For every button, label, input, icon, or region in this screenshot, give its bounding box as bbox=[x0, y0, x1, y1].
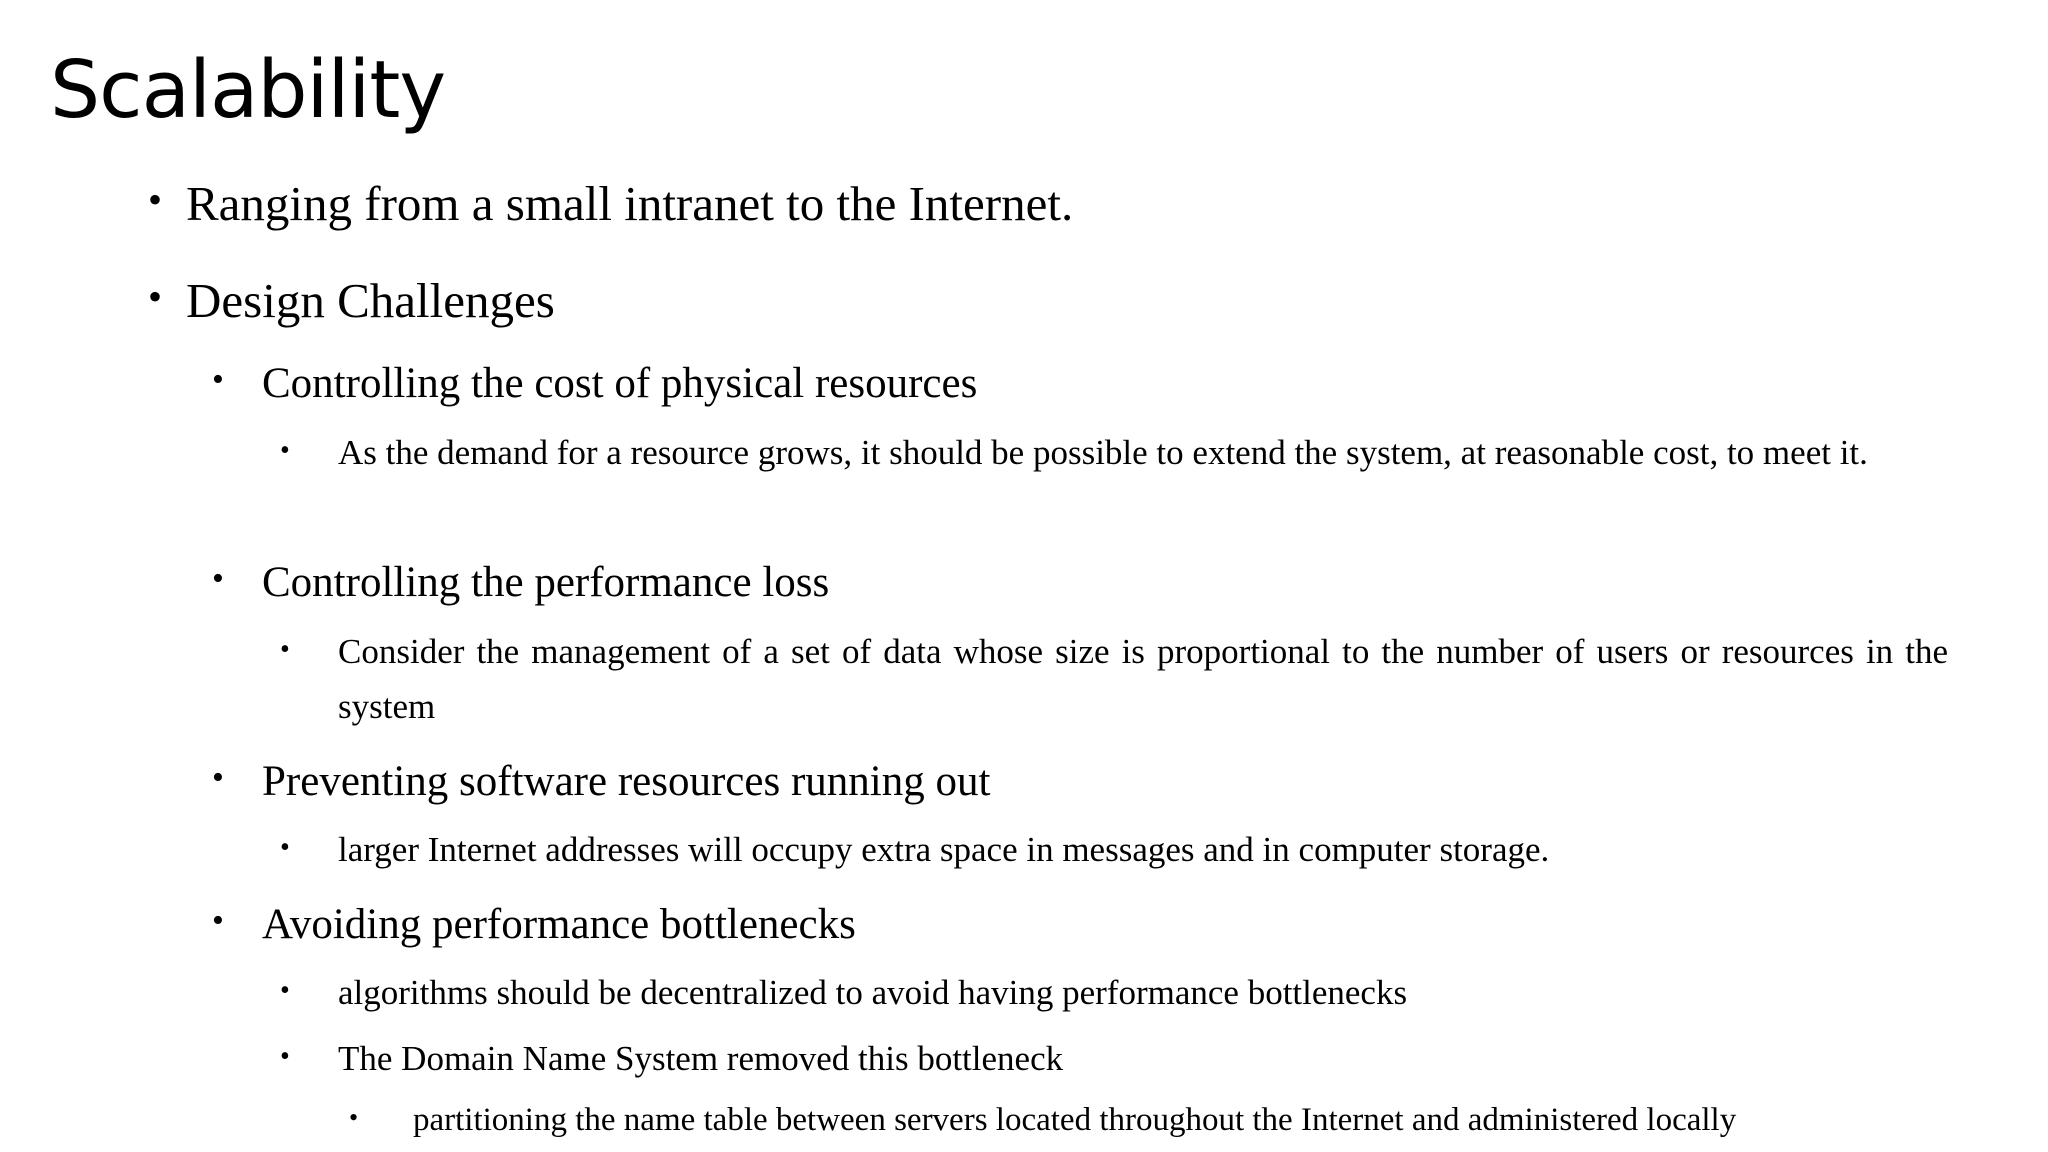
bullet-dot-icon: • bbox=[212, 759, 224, 796]
bullet-dot-icon: • bbox=[148, 274, 163, 319]
bullet-text: larger Internet addresses will occupy extra space in messages and in computer storage. bbox=[338, 830, 1550, 869]
bullet-text: Controlling the performance loss bbox=[262, 559, 830, 606]
bullet-dot-icon: • bbox=[280, 435, 290, 466]
bullet-text: algorithms should be decentralized to avoid having performance bottlenecks bbox=[338, 973, 1408, 1012]
bullet-dot-icon: • bbox=[280, 975, 290, 1006]
bullet-bottlenecks bbox=[212, 897, 856, 953]
bullet-software-detail bbox=[280, 822, 1550, 877]
bullet-dot-icon: • bbox=[212, 902, 224, 939]
bullet-cost-detail bbox=[280, 425, 1948, 480]
bullet-cost-physical-resources bbox=[212, 356, 978, 412]
bullet-dot-icon: • bbox=[280, 832, 290, 863]
bullet-text: As the demand for a resource grows, it should be possible to extend the system, at reasonable cost, to meet it. bbox=[338, 433, 1868, 472]
bullet-text: Preventing software resources running out bbox=[262, 758, 991, 805]
bullet-dot-icon: • bbox=[280, 634, 290, 665]
bullet-dot-icon: • bbox=[212, 560, 224, 597]
bullet-design-challenges bbox=[148, 269, 555, 333]
bullet-performance-detail bbox=[280, 624, 1948, 734]
bullet-text: Consider the management of a set of data whose size is proportional to the number of users or resources in the system bbox=[338, 632, 1948, 726]
bullet-dot-icon: • bbox=[280, 1041, 290, 1072]
bullet-text: partitioning the name table between servers located throughout the Internet and administered locally bbox=[413, 1102, 1737, 1138]
bullet-performance-loss bbox=[212, 555, 830, 611]
bullet-dot-icon: • bbox=[212, 361, 224, 398]
bullet-text: Avoiding performance bottlenecks bbox=[262, 901, 856, 948]
bullet-dns-partitioning bbox=[349, 1095, 1737, 1145]
bullet-text: Ranging from a small intranet to the Internet. bbox=[186, 176, 1074, 231]
bullet-bottlenecks-detail bbox=[280, 965, 1408, 1020]
bullet-ranging bbox=[148, 172, 1074, 236]
bullet-dot-icon: • bbox=[349, 1103, 359, 1132]
bullet-dns bbox=[280, 1031, 1064, 1086]
bullet-text: Controlling the cost of physical resources bbox=[262, 360, 978, 407]
bullet-text: Design Challenges bbox=[186, 273, 555, 328]
bullet-dot-icon: • bbox=[148, 177, 163, 222]
bullet-software-resources bbox=[212, 754, 991, 810]
slide-title: Scalability bbox=[50, 44, 446, 136]
bullet-text: The Domain Name System removed this bottleneck bbox=[338, 1039, 1064, 1078]
